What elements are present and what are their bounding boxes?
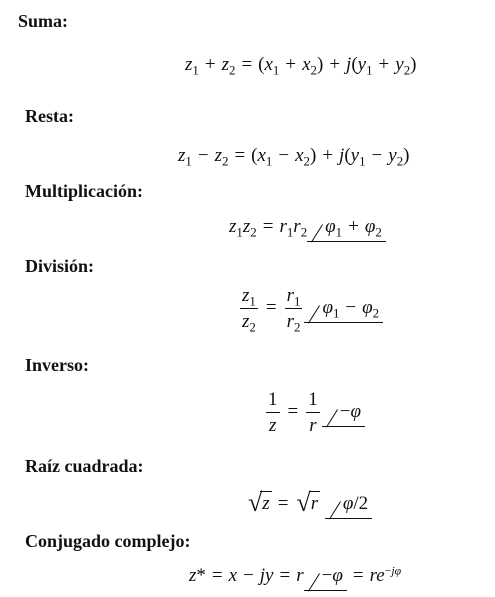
equation-raiz-cuadrada: √z = √r φ/2	[246, 490, 372, 519]
equation-conjugado-complejo: z* = x − jy = $r -\varphi = re^{-j\varphi}$	[189, 566, 401, 591]
heading-multiplicacion: Multiplicación:	[25, 181, 143, 201]
equation-division: $\frac{z_1}{z_2}$ = $\frac{r_1}{r_2}$ $\varphi_1 - \varphi_2$	[238, 286, 383, 331]
equation-suma: $z_1 + z_2 = (x_1 + x_2) + j(y_1 + y_2)$	[185, 54, 417, 78]
equation-multiplicacion: $z_1z_2 = r_1r_2$ $\varphi_1 + \varphi_2$	[229, 217, 386, 242]
heading-suma: Suma:	[18, 11, 69, 31]
equation-resta: $z_1 - z_2 = (x_1 - x_2) + j(y_1 - y_2)$	[178, 145, 410, 169]
equation-inverso: $\frac{1}{z}$ = $\frac{1}{r}$ −φ	[264, 390, 365, 435]
heading-inverso: Inverso:	[25, 355, 89, 375]
heading-resta: Resta:	[25, 106, 74, 126]
heading-raiz-cuadrada: Raíz cuadrada:	[25, 456, 144, 476]
heading-conjugado-complejo: Conjugado complejo:	[25, 531, 191, 551]
heading-division: División:	[25, 256, 95, 276]
